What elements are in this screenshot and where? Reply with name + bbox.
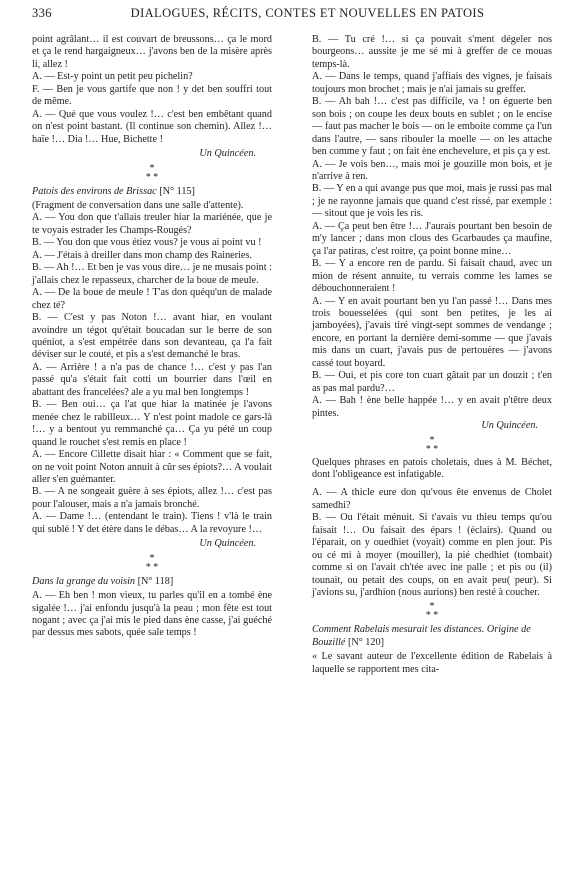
section-separator: * * * (425, 601, 439, 622)
paragraph: B. — Oui, et pis core ton cuart gâtait par un douzit ; t'en as pas mal pardu?… (312, 370, 552, 394)
page-header (32, 6, 549, 24)
paragraph: B. — Y en a qui avange pus que moi, mais je russi pas mal ; je ne rayonne jamais que quand c'est rissé, par exemple : — sitout que je vois les ris. (312, 183, 552, 220)
section-separator: * * * (145, 552, 159, 573)
paragraph: A. — De la boue de meule ! T'as don quéqu'un de malade chez té? (32, 287, 272, 311)
paragraph: A. — Bah ! ène belle happée !… y en avait p'têtre deux pintes. (312, 395, 552, 419)
section-title-text: Dans la grange du voisin (32, 575, 136, 587)
paragraph: B. — Ben oui… ça l'at que hiar la matinée je l'avons menée chez le rabilleux… Y n'est point madole ce gars-là !… y a bentout yu remmanché ça… Ça yu pété un coup quand le rouchet s'est remis en place ! (32, 399, 272, 448)
paragraph: B. — Tu cré !… si ça pouvait s'ment dégeler nos bourgeons… aussite je me sé mi à greffer de ce mouas temps-là. (312, 34, 552, 70)
paragraph: A. — J'étais à dreiller dans mon champ des Raineries. (32, 249, 252, 261)
paragraph: A. — Je vois ben…, mais moi je gouzille mon bois, et je n'arrive à ren. (312, 158, 552, 182)
paragraph: A. — Ça peut ben être !… J'aurais pourtant ben besoin de m'y lancer ; dans mon clous des Gcarbaudes ça maufine, ça l'ar patiras, c'est roitre, ça point bonne mine… (312, 220, 552, 257)
left-column (32, 34, 272, 640)
paragraph: point agrâlant… il est couvart de breussons… ça le mord et ça le rend hargaigneux… j'avons ben de la misère après li, allez ! (32, 34, 272, 70)
paragraph: B. — Y a encore ren de pardu. Si faisait chaud, avec un mion de résent annuite, tu verrais comme les lames se débouchonneraient ! (312, 258, 552, 295)
paragraph: « Le savant auteur de l'excellente édition de Rabelais à laquelle se rapportent mes cita- (312, 651, 552, 675)
section-title (312, 624, 552, 649)
section-separator: * * * (425, 434, 439, 455)
signature: Un Quincéen. (199, 538, 256, 550)
paragraph: B. — You don que vous étiez vous? je vous ai point vu ! (32, 237, 262, 249)
section-title (32, 576, 272, 588)
right-column (312, 34, 552, 676)
section-title-text: Comment Rabelais mesurait les distances. Origine de Bouzillé (312, 624, 531, 648)
signature: Un Quincéen. (199, 148, 256, 160)
paragraph: A. — Encore Cillette disait hiar : « Comment que se fait, on ne voit point Noton annuit à cûr ses épiots?… A voulait aller s'en guémanter. (32, 449, 272, 485)
paragraph: A. — A thicle eure don qu'vous ête envenus de Cholet samedhi? (312, 487, 552, 511)
paragraph: B. — Ah !… Et ben je vas vous dire… je ne musais point : j'allais chez le repasseux, charcher de la boue de meule. (32, 262, 272, 286)
paragraph: A. — Eh ben ! mon vieux, tu parles qu'il en a tombé ène sigalée !… j'ai enfondu jusqu'à la peau ; mon fête est tout nogant ; avec ça j'ai mis le pied dans ène casse, j'ai guéché par dessus mes sabots, quée sale temps ! (32, 590, 272, 639)
section-ref: [N° 120] (347, 636, 384, 648)
paragraph: B. — C'est y pas Noton !… avant hiar, en voulant avoindre un tégot qu'était boucadan sur le berre de son quéniot, a s'est empétrée dans son devanteau, ça l'a fait déviser sur le couté, et pis a s'est demanché le bras. (32, 312, 272, 361)
signature: Un Quincéen. (481, 420, 538, 432)
running-title: DIALOGUES, RÉCITS, CONTES ET NOUVELLES EN PATOIS (130, 6, 485, 20)
section-ref: [N° 118] (137, 575, 174, 587)
paragraph: A. — Arrière ! a n'a pas de chance !… c'est y pas l'an passé qu'a s'était fait cotti un bourrier dans l'œil en abattant des francelées? ale a yu mal ben longtemps ! (32, 361, 272, 398)
section-separator: * * * (145, 162, 159, 183)
paragraph: F. — Ben je vous gartife que non ! y det ben souffri tout de même. (32, 83, 272, 108)
paragraph: A. — Y en avait pourtant ben yu l'an passé !… Dans mes trois bouesselées (qui sont ben petites, je les ai jamboyées), j'avais tiré vingt-sept sommes de vendange ; encore, en portant la dernière demi-somme — que j'avais mis dans un cuart, j'avais pus de pertouères — j'avons cassé tout boyard. (312, 295, 552, 369)
section-ref: [N° 115] (159, 185, 195, 197)
paragraph: A. — Qué que vous voulez !… c'est ben embêtant quand on n'est point bastant. (Il continue son chemin). Allez !… haïe !… Dia !… Hue, Bichette ! (32, 108, 272, 145)
paragraph: B. — Ah bah !… c'est pas difficile, va ! on éguerte ben son bois ; on coupe les deux bouts en sublet ; on le encise — faut pas macher le bois — on le emboite comme ça l'un dans l'autre, — sans ribouler la moelle — on les attache ben comme y faut ; on fait ène enchevelure, et pis ça y est. (312, 96, 552, 158)
paragraph: B. — A ne songeait guère à ses épiots, allez !… c'est pas pour l'alouser, mais a n'a jamais bronché. (32, 486, 272, 510)
paragraph: (Fragment de conversation dans une salle d'attente). (32, 199, 244, 211)
section-title (32, 186, 272, 198)
paragraph: A. — Est-y point un petit peu pichelin? (32, 71, 193, 83)
paragraph: Quelques phrases en patois choletais, dues à M. Béchet, dont l'obligeance est infatigable. (312, 456, 552, 480)
section-title-text: Patois des environs de Brissac (32, 185, 157, 197)
paragraph: A. — Dame !… (entendant le train). Tiens ! v'là le train qui sublé ! Y det étère dans le débas… A la revoyure !… (32, 511, 272, 535)
page-number: 336 (32, 6, 52, 20)
paragraph: A. — Dans le temps, quand j'affiais des vignes, je faisais toujours mon brochet ; mais je n'ai jamais su greffer. (312, 71, 552, 95)
paragraph: A. — You don que t'allais treuler hiar la mariénée, que je te voyais estrader les Champs-Rougés? (32, 212, 272, 236)
paragraph: B. — Ou l'était ménuit. Si t'avais vu thieu temps qu'ou faisait !… Ou faisait des épars ! (éclairs). Quand ou l'éparait, on y ouedhiet (voyait) comme en plen jour. Pis ou cé mi à moyer (mouiller), la pié chedhiet (tombait) comme si on l'avait ch'tée avec ine palle ; et pis ou (il) tounait, ou petait des coups, on en avait peu( peur). Si j'avions su, j'ardhion (nous aurions) ben resté à coucher. (312, 512, 552, 599)
